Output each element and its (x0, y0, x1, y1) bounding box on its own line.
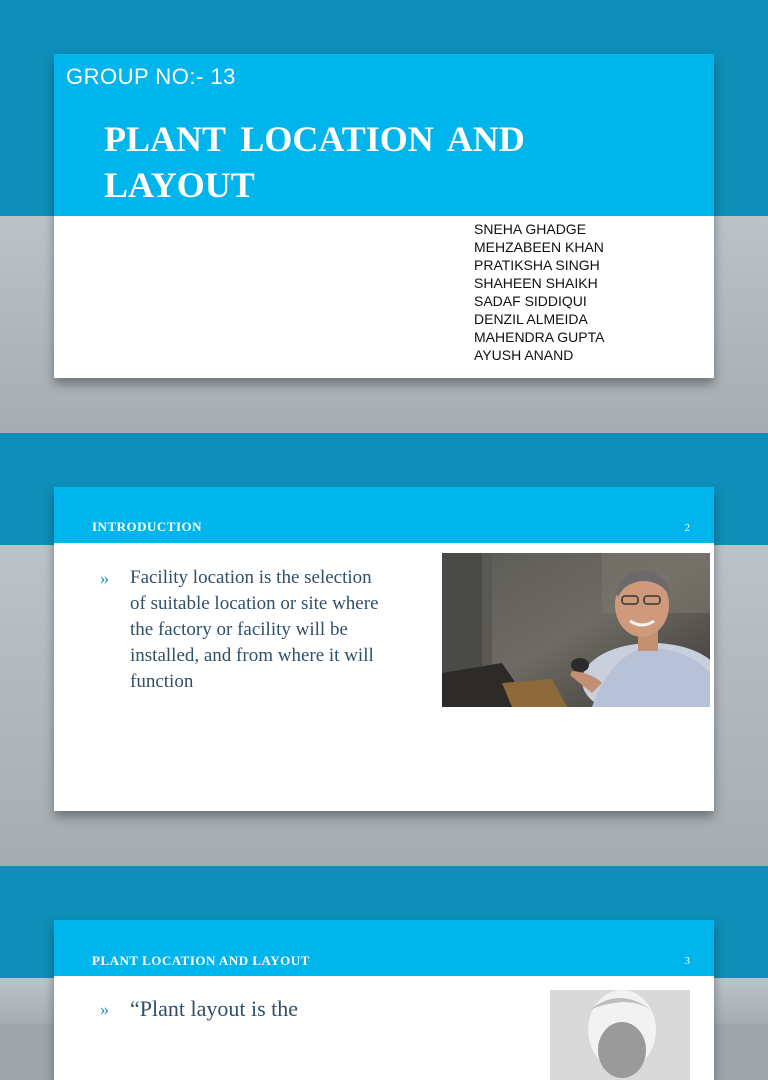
bullet-text: “Plant layout is the (130, 996, 299, 1021)
portrait-photo-icon (442, 553, 710, 707)
member-name: SADAF SIDDIQUI (474, 293, 587, 309)
title-line-2: LAYOUT (104, 165, 255, 205)
section-title: INTRODUCTION (92, 519, 203, 534)
group-members-list (474, 220, 604, 364)
bullet-item (100, 565, 390, 695)
title-slide[interactable] (54, 54, 714, 378)
member-name: DENZIL ALMEIDA (474, 311, 588, 327)
member-name: MEHZABEEN KHAN (474, 239, 604, 255)
member-name: AYUSH ANAND (474, 347, 574, 363)
introduction-slide-header (54, 487, 714, 543)
page-number: 2 (684, 522, 690, 534)
bullet-chevron-icon: » (100, 568, 109, 588)
section-title: PLANT LOCATION AND LAYOUT (92, 953, 310, 968)
title-slide-header (54, 54, 714, 216)
member-name: MAHENDRA GUPTA (474, 329, 605, 345)
bullet-text: Facility location is the selection of suitable location or site where the factory or facility will be installed, and from where it will function (130, 567, 379, 692)
member-name: SHAHEEN SHAIKH (474, 275, 598, 291)
member-name: PRATIKSHA SINGH (474, 257, 600, 273)
bullet-chevron-icon: » (100, 999, 109, 1019)
introduction-slide[interactable] (54, 487, 714, 811)
bullet-item (100, 996, 390, 1022)
group-number: GROUP NO:- 13 (66, 64, 236, 89)
portrait-photo-icon (550, 990, 690, 1080)
plant-layout-slide-header (54, 920, 714, 976)
plant-layout-slide[interactable] (54, 920, 714, 1080)
page-number: 3 (684, 955, 690, 967)
member-name: SNEHA GHADGE (474, 221, 587, 237)
title-line-1: PLANT LOCATION AND (104, 119, 525, 159)
presentation-title (104, 116, 624, 208)
